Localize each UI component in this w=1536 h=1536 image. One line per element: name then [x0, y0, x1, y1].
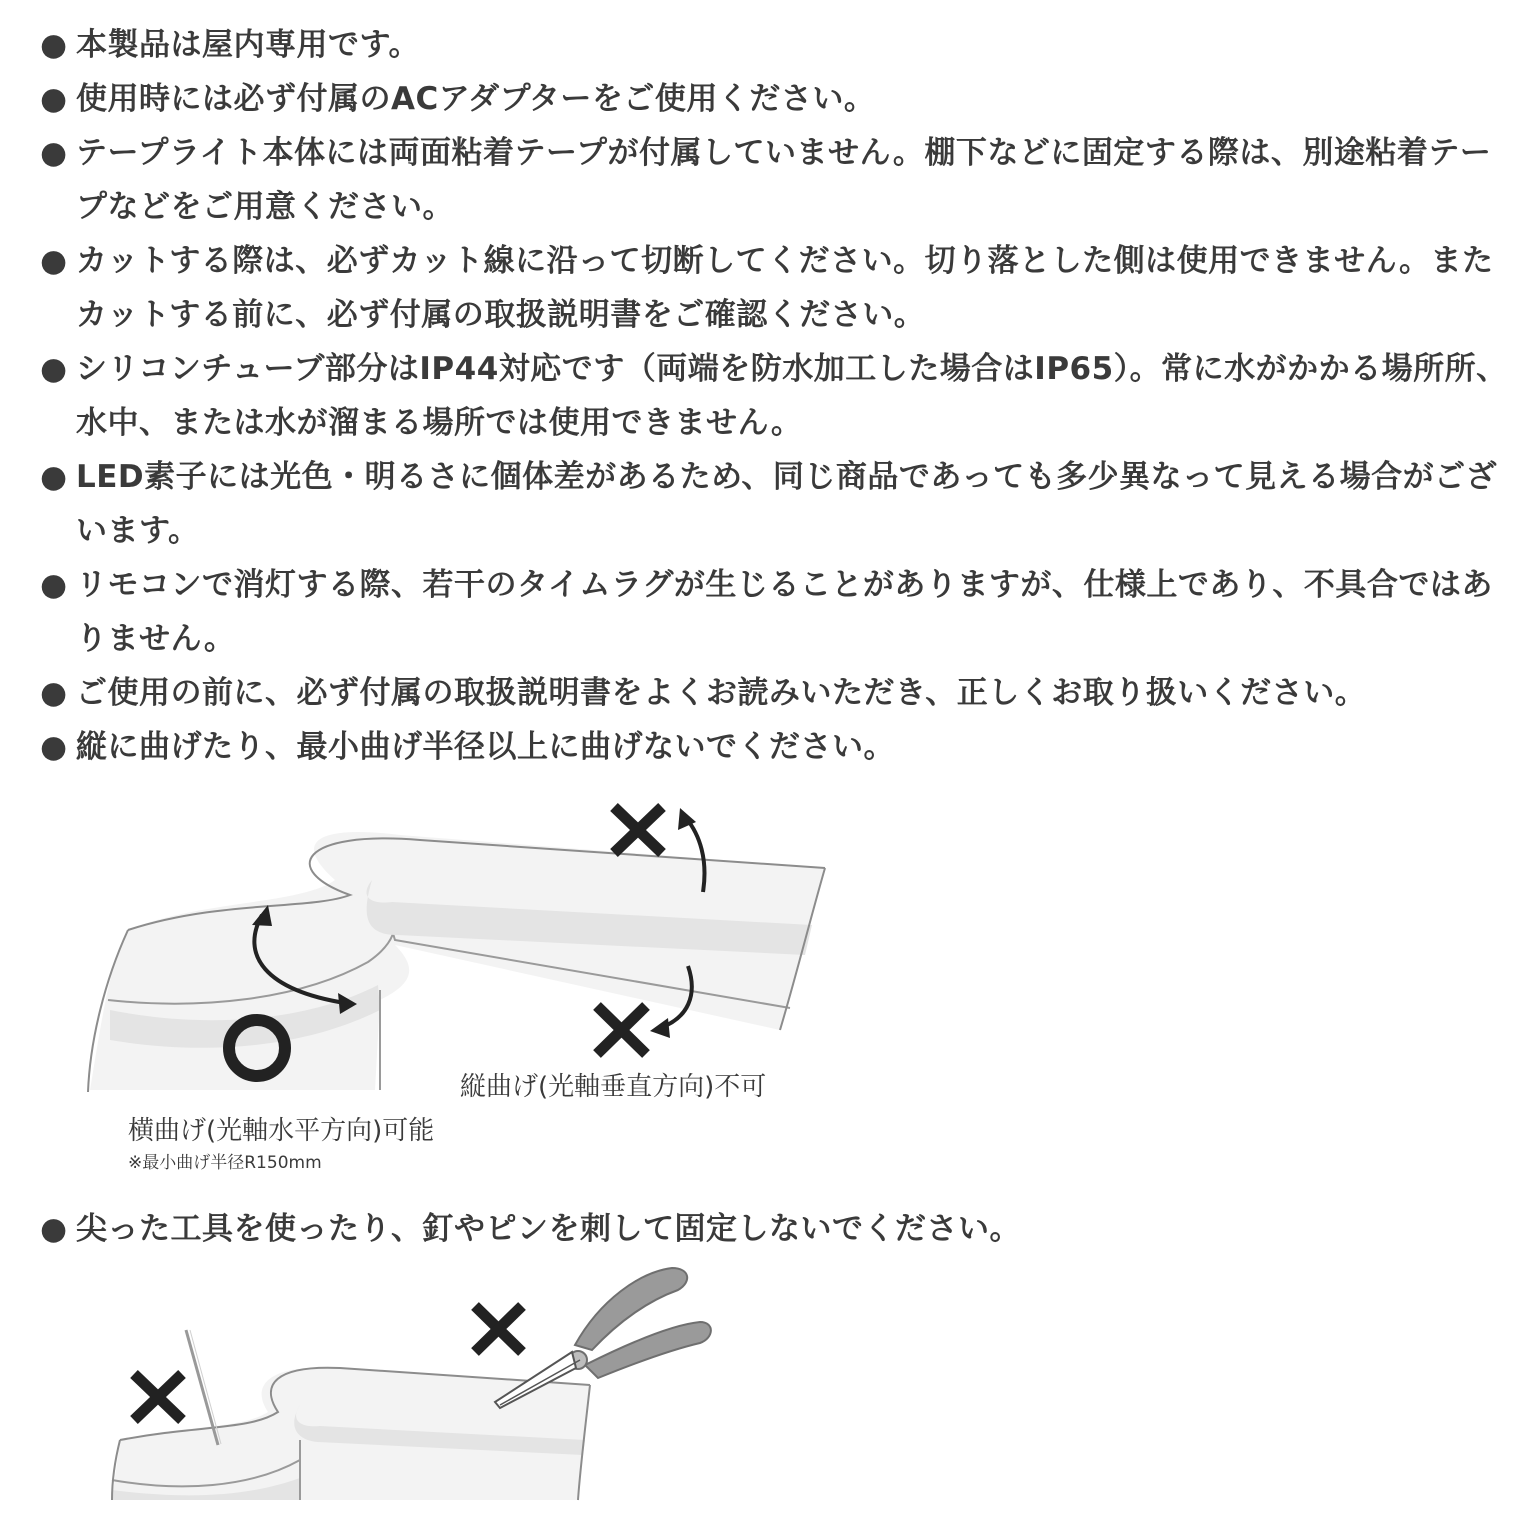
horizontal-bend-caption: 横曲げ(光軸水平方向)可能	[128, 1116, 435, 1146]
bullet-icon: ●	[40, 567, 68, 603]
bullet-icon: ●	[40, 27, 68, 63]
caution-text: リモコンで消灯する際、若干のタイムラグが生じることがありますが、仕様上であり、不具合ではありません。	[76, 567, 1493, 657]
caution-text: シリコンチューブ部分はIP44対応です（両端を防水加工した場合はIP65）。常に水がかかる場所所、水中、または水が溜まる場所では使用できません。	[76, 351, 1508, 441]
caution-text: カットする際は、必ずカット線に沿って切断してください。切り落とした側は使用できません。またカットする前に、必ず付属の取扱説明書をご確認ください。	[76, 243, 1494, 333]
caution-text: LED素子には光色・明るさに個体差があるため、同じ商品であっても多少異なって見える場合がございます。	[76, 459, 1498, 549]
bullet-icon: ●	[40, 243, 68, 279]
bullet-icon: ●	[40, 1211, 68, 1247]
caution-text: 尖った工具を使ったり、釘やピンを刺して固定しないでください。	[76, 1211, 1021, 1247]
caution-text: 使用時には必ず付属のACアダプターをご使用ください。	[76, 81, 876, 117]
bullet-icon: ●	[40, 81, 68, 117]
caution-text: テープライト本体には両面粘着テープが付属していません。棚下などに固定する際は、別途粘着テープなどをご用意ください。	[76, 135, 1492, 225]
bullet-icon: ●	[40, 351, 68, 387]
caution-text: 縦に曲げたり、最小曲げ半径以上に曲げないでください。	[76, 729, 895, 765]
bullet-icon: ●	[40, 729, 68, 765]
bullet-icon: ●	[40, 135, 68, 171]
bullet-icon: ●	[40, 459, 68, 495]
caution-text: 本製品は屋内専用です。	[76, 27, 421, 63]
prohibited-x-icon	[134, 1374, 182, 1420]
bullet-icon: ●	[40, 675, 68, 711]
min-radius-note: ※最小曲げ半径R150mm	[128, 1153, 322, 1173]
vertical-bend-caption: 縦曲げ(光軸垂直方向)不可	[460, 1072, 767, 1102]
caution-text: ご使用の前に、必ず付属の取扱説明書をよくお読みいただき、正しくお取り扱いください。	[76, 675, 1367, 711]
prohibited-x-icon	[475, 1306, 522, 1352]
pliers-icon	[495, 1268, 711, 1408]
